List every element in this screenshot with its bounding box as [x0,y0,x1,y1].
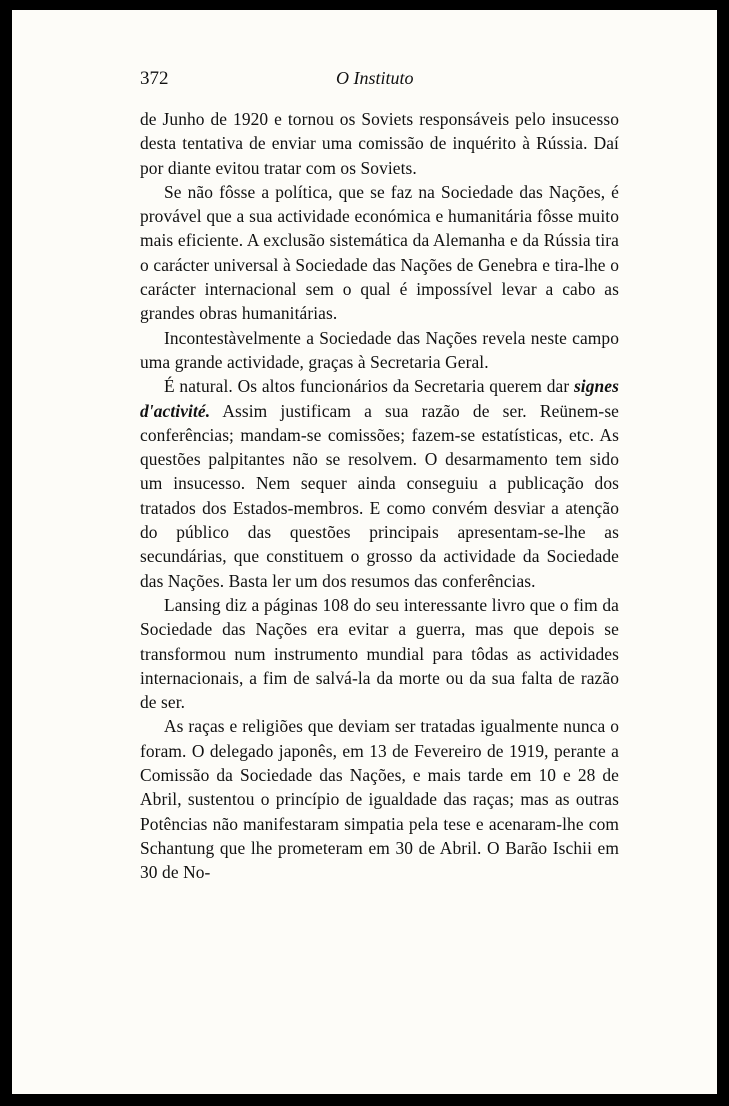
paragraph-1: de Junho de 1920 e tornou os Soviets responsáveis pelo insucesso desta tentativa de enviar uma comissão de inquérito à Rússia. Daí por diante evitou tratar com os Soviets. [140,109,619,178]
paragraph-2: Se não fôsse a política, que se faz na Sociedade das Nações, é provável que a sua actividade económica e humanitária fôsse muito mais eficiente. A exclusão sistemática da Alemanha e da Rússia tira o carácter universal à Sociedade das Nações de Genebra e tira-lhe o carácter internacional sem o qual é impossível levar a cabo as grandes obras humanitárias. [140,181,619,324]
paragraph-4 [140,374,619,593]
page-number: 372 [140,68,169,89]
paragraph-6: As raças e religiões que deviam ser tratadas igualmente nunca o foram. O delegado japonês, em 13 de Fevereiro de 1919, perante a Comissão da Sociedade das Nações, e mais tarde em 10 e 28 de Abril, sustentou o princípio de igualdade das raças; mas as outras Potências não manifestaram simpatia pela tese e acenaram-lhe com Schantung que lhe prometeram em 30 de Abril. O Barão Ischii em 30 de No- [140,716,619,883]
paragraph-5: Lansing diz a páginas 108 do seu interessante livro que o fim da Sociedade das Nações era evitar a guerra, mas que depois se transformou num instrumento mundial para tôdas as actividades internacionais, a fim de salvá-la da morte ou da sua falta de razão de ser. [140,594,619,713]
running-title: O Instituto [336,68,414,88]
page-header [140,68,620,98]
paragraph-4-rest: Assim justificam a sua razão de ser. Reünem-se conferências; mandam-se comissões; fazem-se estatísticas, etc. As questões palpitantes não se resolvem. O desarmamento tem sido um insucesso. Nem sequer ainda conseguiu a publicação dos tratados dos Estados-membros. E como convém desviar a atenção do público das questões principais apresentam-se-lhe as secundárias, que constituem o grosso da actividade da Sociedade das Nações. Basta ler um dos resumos das conferências. [140,400,619,591]
book-page [12,10,717,1094]
emphasis-signes-dactivite: signes d'activité. [140,376,619,421]
body-text [140,107,619,885]
paragraph-3: Incontestàvelmente a Sociedade das Nações revela neste campo uma grande actividade, graças à Secretaria Geral. [140,327,619,372]
paragraph-4-lead: É natural. Os altos funcionários da Secretaria querem dar [164,376,574,397]
